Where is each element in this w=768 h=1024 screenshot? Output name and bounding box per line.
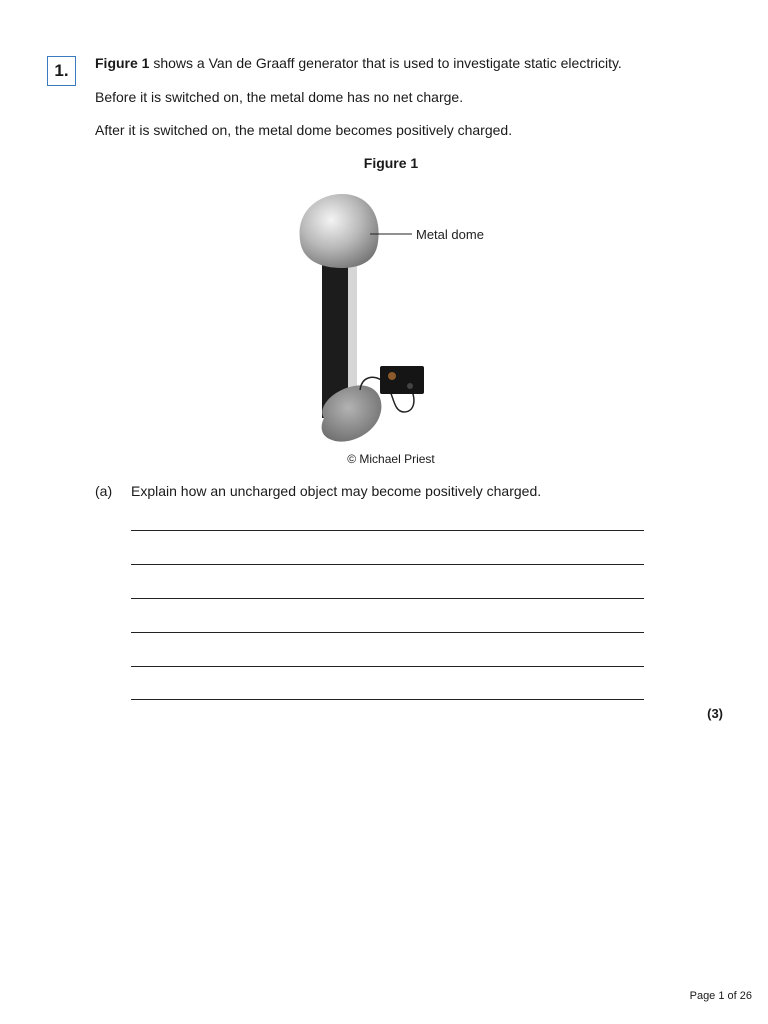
metal-dome-label: Metal dome bbox=[416, 227, 484, 242]
intro-line-1 bbox=[95, 55, 622, 71]
answer-line[interactable] bbox=[131, 699, 644, 700]
question-number: 1. bbox=[47, 56, 76, 86]
answer-line[interactable] bbox=[131, 598, 644, 599]
van-de-graaff-illustration bbox=[292, 190, 502, 450]
power-switch-icon bbox=[388, 372, 396, 380]
answer-line[interactable] bbox=[131, 530, 644, 531]
intro-text: shows a Van de Graaff generator that is used to investigate static electricity. bbox=[149, 55, 622, 71]
van-de-graaff-figure bbox=[292, 190, 502, 450]
metal-dome bbox=[300, 194, 379, 268]
figure-credit: © Michael Priest bbox=[347, 452, 435, 466]
answer-line[interactable] bbox=[131, 666, 644, 667]
marks-indicator: (3) bbox=[707, 706, 723, 721]
intro-line-3: After it is switched on, the metal dome becomes positively charged. bbox=[95, 122, 513, 138]
power-unit bbox=[380, 366, 424, 394]
part-a-label: (a) bbox=[95, 483, 113, 499]
figure-title: Figure 1 bbox=[363, 155, 419, 171]
answer-line[interactable] bbox=[131, 632, 644, 633]
intro-line-2: Before it is switched on, the metal dome has no net charge. bbox=[95, 89, 464, 105]
part-a-question: Explain how an uncharged object may become positively charged. bbox=[131, 483, 542, 499]
answer-line[interactable] bbox=[131, 564, 644, 565]
figure-ref: Figure 1 bbox=[95, 55, 150, 71]
power-socket-icon bbox=[407, 383, 413, 389]
page-number: Page 1 of 26 bbox=[689, 990, 752, 1002]
